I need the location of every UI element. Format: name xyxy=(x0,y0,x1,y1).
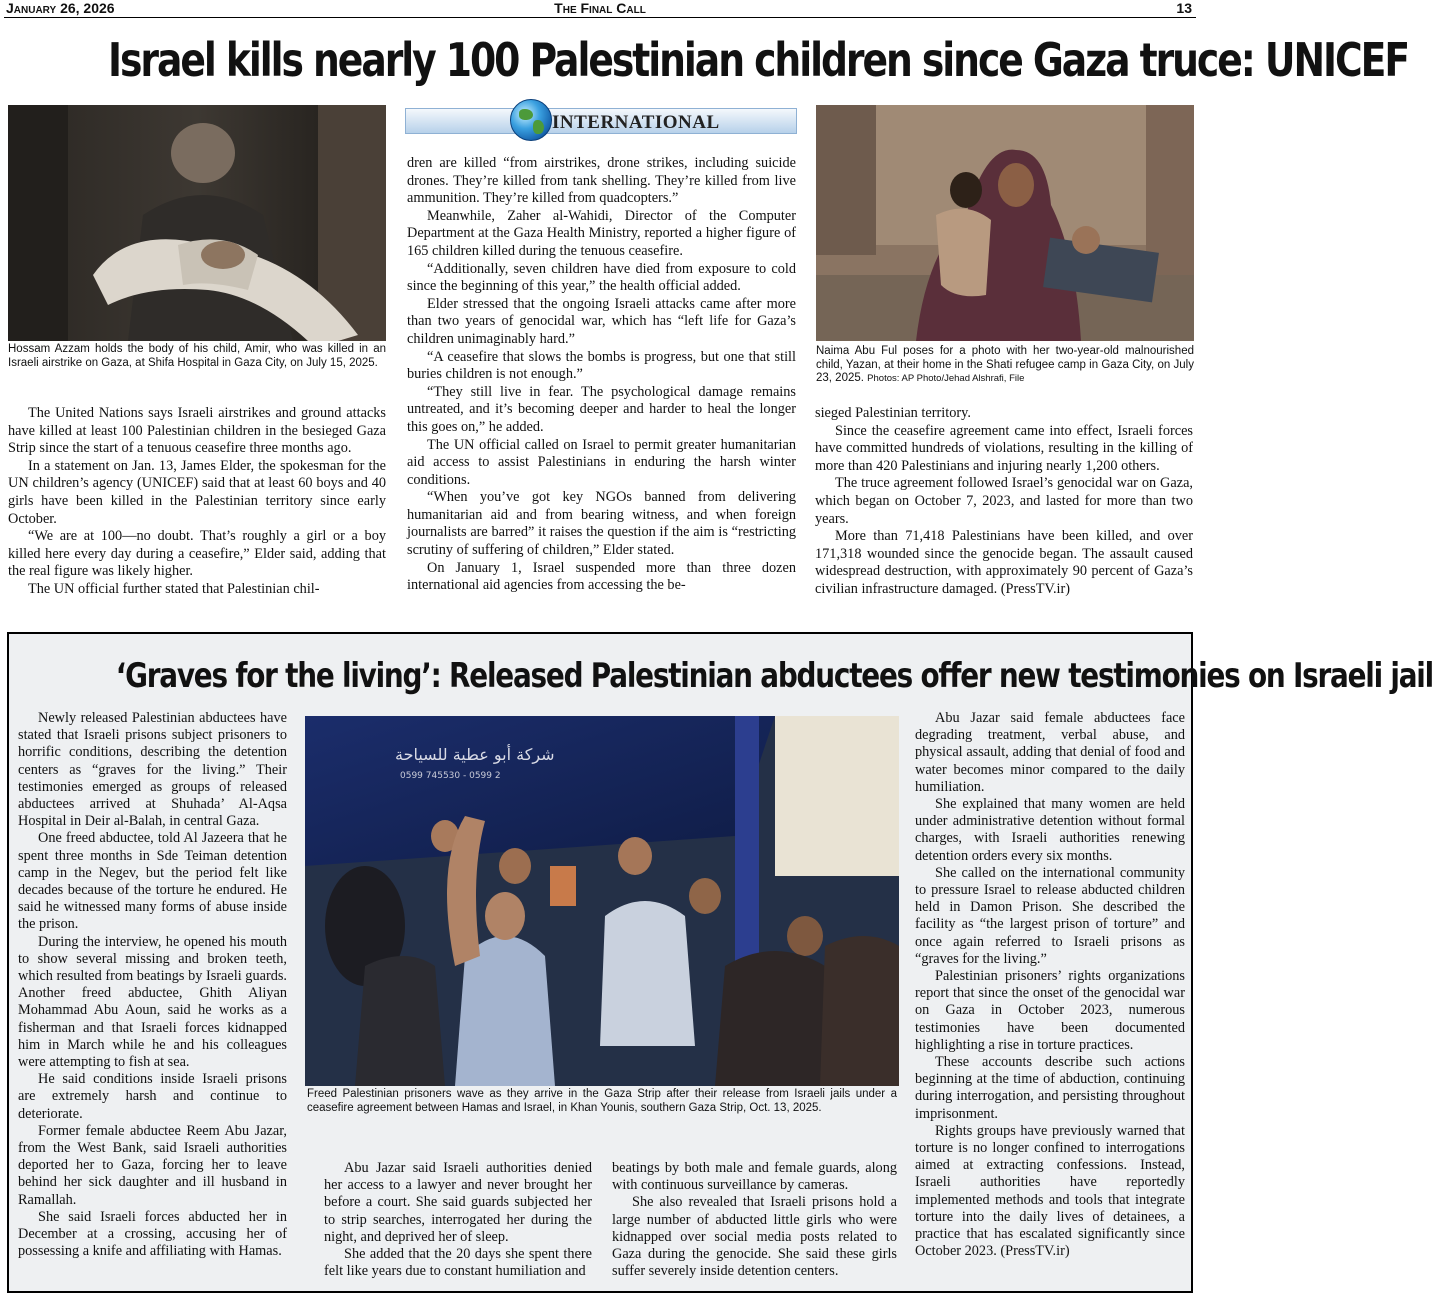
page-folio xyxy=(0,0,1200,18)
section-label: INTERNATIONAL xyxy=(552,112,720,133)
paragraph: “A ceasefire that slows the bombs is progress, but one that still buries children is not enough.” xyxy=(407,348,796,383)
paragraph: Abu Jazar said female abductees face degrading treatment, verbal abuse, and physical assault, adding that denial of food and water becomes minor compared to the daily humiliation. xyxy=(915,710,1185,795)
paragraph: Newly released Palestinian abductees have stated that Israeli prisons subject prisoners to horrific conditions, describing the detention centers as “graves for the living.” Their testimonies emerged as groups of released abductees arrived at Shuhada’ Al-Aqsa Hospital in Deir al-Balah, in central Gaza. xyxy=(18,710,287,830)
newspaper-name: The Final Call xyxy=(554,0,646,16)
paragraph: She called on the international community to pressure Israel to release abducted children held in Damon Prison. She described the facility as “the largest prison of torture” and once again referred to Israeli prisons as “graves for the living.” xyxy=(915,864,1185,967)
paragraph: The UN official further stated that Palestinian chil- xyxy=(28,580,320,597)
paragraph: Rights groups have previously warned that torture is no longer confined to interrogations aimed at extracting confessions. Instead, Israeli authorities have reportedly implemented methods and tools that integrate torture into the daily lives of detainees, a practice that has escalated significantly since October 2023. (PressTV.ir) xyxy=(915,1122,1185,1260)
paragraph: She also revealed that Israeli prisons hold a large number of abducted little girls who were kidnapped over social media posts related to Gaza during the genocide. She said these girls suffer severely inside detention centers. xyxy=(612,1194,897,1280)
section-banner xyxy=(405,108,797,134)
bus-phone-text: 0599 745530 - 0599 2 xyxy=(400,771,501,781)
paragraph: Elder stressed that the ongoing Israeli attacks came after more than two years of genocidal war, which has “left life for Gaza’s children unimaginably hard.” xyxy=(407,295,796,347)
story2-column-3 xyxy=(612,1160,897,1280)
story1-column-3 xyxy=(815,405,1193,599)
paragraph: “Additionally, seven children have died from exposure to cold since the beginning of this year,” the health official added. xyxy=(407,260,796,295)
story2-caption: Freed Palestinian prisoners wave as they arrive in the Gaza Strip after their release from Israeli jails under a ceasefire agreement between Hamas and Israel, in Khan Younis, southern Gaza Strip, Oct. 13, 2025. xyxy=(307,1088,897,1114)
photo-credit: Photos: AP Photo/Jehad Alshrafi, File xyxy=(867,373,1025,384)
story2-column-1 xyxy=(18,710,287,1261)
father-with-child-image xyxy=(8,105,386,341)
folio-rule xyxy=(4,17,1196,18)
story1-column-2 xyxy=(407,155,796,595)
story1-headline: Israel kills nearly 100 Palestinian children since Gaza truce: UNICEF xyxy=(108,33,1409,87)
story2-column-2 xyxy=(324,1160,592,1280)
paragraph: These accounts describe such actions beginning at the time of abduction, continuing during interrogation, and persisting throughout imprisonment. xyxy=(915,1054,1185,1122)
globe-icon xyxy=(510,99,552,141)
paragraph: “They still live in fear. The psychological damage remains untreated, and it’s becoming deeper and harder to heal the longer this goes on,” he added. xyxy=(407,383,796,435)
paragraph: Meanwhile, Zaher al-Wahidi, Director of the Computer Department at the Gaza Health Ministry, reported a higher figure of 165 children killed during the tenuous ceasefire. xyxy=(407,207,796,259)
paragraph: During the interview, he opened his mouth to show several missing and broken teeth, which resulted from beatings by Israeli guards. Another freed abductee, Ghith Aliyan Mohammad Abu Aoun, said he works as a fisherman and that Israeli forces kidnapped him in March while he and his colleagues were attempting to fish at sea. xyxy=(18,933,287,1071)
paragraph: The truce agreement followed Israel’s genocidal war on Gaza, which began on October 7, 2023, and lasted for more than two years. xyxy=(815,475,1193,527)
paragraph: She explained that many women are held under administrative detention without formal charges, with Israeli authorities renewing detention orders every six months. xyxy=(915,796,1185,864)
story2-column-4 xyxy=(915,710,1185,1261)
paragraph: Palestinian prisoners’ rights organizations report that since the onset of the genocidal war on Gaza in October 2023, numerous testimonies have been documented highlighting a rise in torture practices. xyxy=(915,968,1185,1053)
paragraph: In a statement on Jan. 13, James Elder, the spokesman for the UN children’s agency (UNICEF) said that at least 60 boys and 40 girls have been killed in the Palestinian territory since early October. xyxy=(8,457,386,527)
paragraph: “We are at 100—no doubt. That’s roughly a girl or a boy killed here every day during a ceasefire,” Elder said, adding that the real figure was likely higher. xyxy=(8,528,386,580)
story1-column-1 xyxy=(8,405,386,599)
paragraph: dren are killed “from airstrikes, drone strikes, including suicide drones. They’re killed from tank shelling. They’re killed from live ammunition. They’re killed from quadcopters.” xyxy=(407,155,796,207)
story1-photo-left xyxy=(8,105,386,341)
bus-banner-text: شركة أبو عطية للسياحة xyxy=(395,745,555,764)
page-number: 13 xyxy=(1176,0,1192,16)
story2-headline: ‘Graves for the living’: Released Palestinian abductees offer new testimonies on Israeli jail xyxy=(115,656,1433,696)
paragraph: She added that the 20 days she spent there felt like years due to constant humiliation and xyxy=(324,1246,592,1280)
paragraph: sieged Palestinian territory. xyxy=(815,405,971,421)
paragraph: The United Nations says Israeli airstrikes and ground attacks have killed at least 100 Palestinian children in the besieged Gaza Strip since the start of a tenuous ceasefire three months ago. xyxy=(8,405,386,457)
paragraph: beatings by both male and female guards, along with continuous surveillance by cameras. xyxy=(612,1160,897,1194)
mother-with-child-image xyxy=(816,105,1194,341)
paragraph: More than 71,418 Palestinians have been killed, and over 171,318 wounded since the genocide began. The assault caused widespread destruction, with approximately 90 percent of Gaza’s civilian infrastructure damaged. (PressTV.ir) xyxy=(815,528,1193,597)
story2-photo xyxy=(305,716,899,1086)
caption-text: Naima Abu Ful poses for a photo with her two-year-old malnourished child, Yazan, at their home in the Shati refugee camp in Gaza City, on July 23, 2025. xyxy=(816,345,1194,384)
story1-caption-right xyxy=(816,345,1194,386)
story2-box xyxy=(7,632,1433,1293)
story1-caption-left: Hossam Azzam holds the body of his child, Amir, who was killed in an Israeli airstrike on Gaza, at Shifa Hospital in Gaza City, on July 15, 2025. xyxy=(8,343,386,369)
paragraph: Since the ceasefire agreement came into effect, Israeli forces have committed hundreds of violations, resulting in the killing of more than 420 Palestinians and injuring nearly 1,200 others. xyxy=(815,422,1193,474)
paragraph: One freed abductee, told Al Jazeera that he spent three months in Sde Teiman detention camp in the Negev, but the period felt like decades because of the torture he endured. He said he witnessed many forms of abuse inside the prison. xyxy=(18,830,287,933)
paragraph: “When you’ve got key NGOs banned from delivering humanitarian aid and from bearing witness, and when foreign journalists are barred” it raises the question if the aim is “restricting scrutiny of suffering of children,” Elder stated. xyxy=(407,489,796,559)
paragraph: On January 1, Israel suspended more than three dozen international aid agencies from accessing the be- xyxy=(407,559,796,594)
issue-date: January 26, 2026 xyxy=(6,0,115,16)
story1-photo-right xyxy=(816,105,1194,341)
paragraph: He said conditions inside Israeli prisons are extremely harsh and continue to deteriorate. xyxy=(18,1071,287,1122)
paragraph: Former female abductee Reem Abu Jazar, from the West Bank, said Israeli authorities deported her to Gaza, forcing her to leave behind her sick daughter and ill husband in Ramallah. xyxy=(18,1122,287,1208)
paragraph: The UN official called on Israel to permit greater humanitarian aid access to assist Palestinians in enduring the harsh winter conditions. xyxy=(407,436,796,488)
paragraph: She said Israeli forces abducted her in December at a crossing, accusing her of possessing a knife and affiliating with Hamas. xyxy=(18,1208,287,1260)
freed-prisoners-image xyxy=(305,716,899,1086)
paragraph: Abu Jazar said Israeli authorities denied her access to a lawyer and never brought her before a court. She said guards subjected her to strip searches, interrogated her during the night, and deprived her of sleep. xyxy=(324,1160,592,1245)
